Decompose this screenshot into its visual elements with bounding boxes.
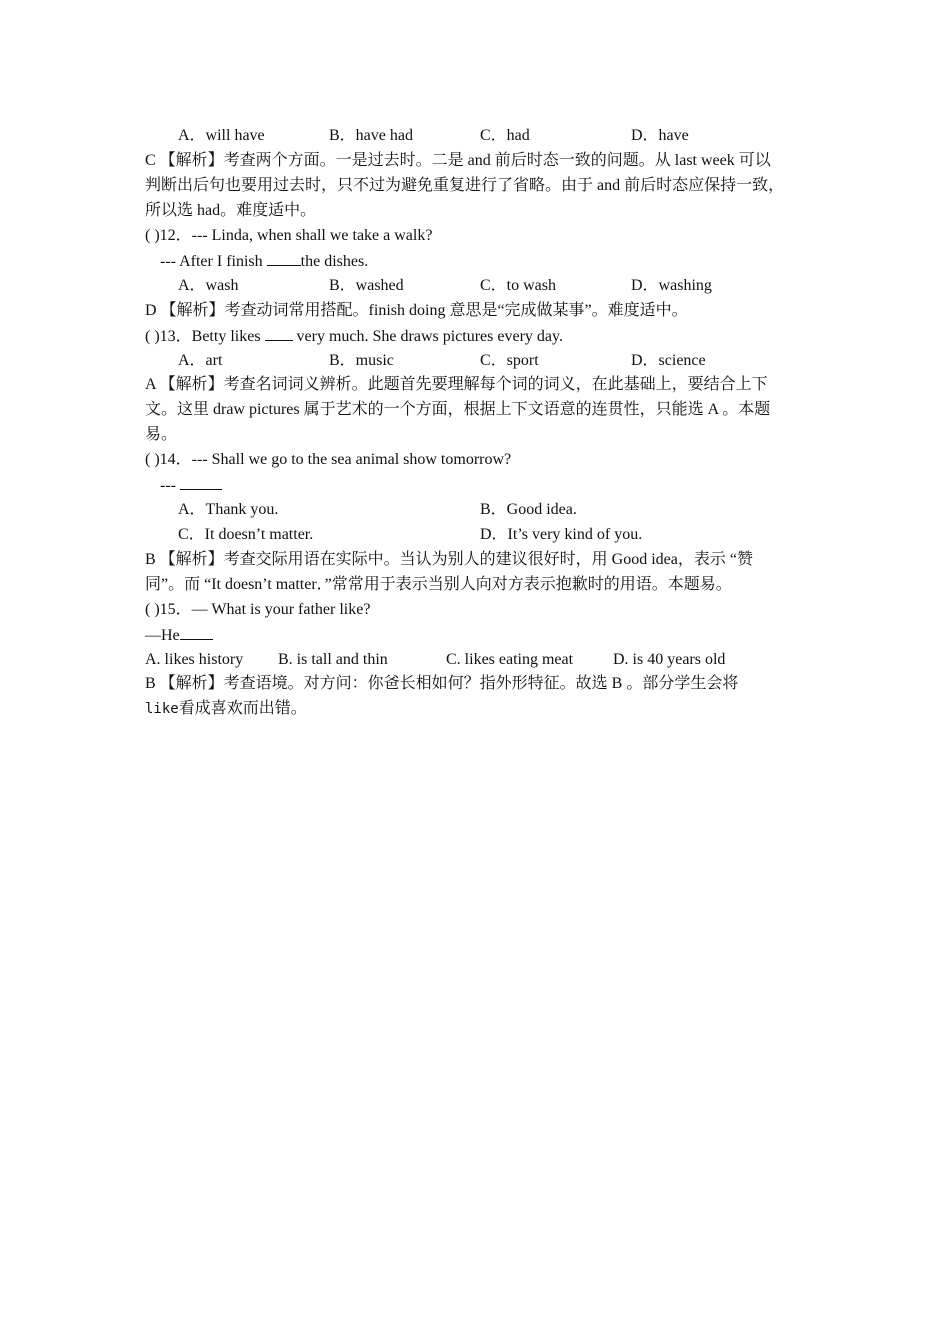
answer-blank bbox=[267, 251, 301, 266]
option-d: D．It’s very kind of you. bbox=[480, 526, 643, 543]
q15-explanation-line-2 bbox=[145, 699, 307, 719]
q12-stem: ( )12．--- Linda, when shall we take a walk? bbox=[145, 227, 433, 244]
q11-explanation-line-1: C 【解析】考查两个方面。一是过去时。二是 and 前后时态一致的问题。从 last week 可以 bbox=[145, 152, 771, 169]
q12-reply-prefix: --- After I finish bbox=[160, 253, 267, 270]
option-d: D．washing bbox=[631, 277, 712, 294]
option-d: D．science bbox=[631, 352, 706, 369]
q11-explanation-line-2: 判断出后句也要用过去时，只不过为避免重复进行了省略。由于 and 前后时态应保持一致， bbox=[145, 177, 785, 194]
q12-reply-suffix: the dishes. bbox=[300, 253, 369, 270]
q15-stem: ( )15．— What is your father like? bbox=[145, 601, 371, 618]
option-c: C．had bbox=[480, 127, 530, 144]
q13-stem bbox=[145, 326, 563, 347]
option-d: D. is 40 years old bbox=[613, 651, 726, 668]
option-c: C．It doesn’t matter. bbox=[178, 526, 314, 543]
option-c: C．to wash bbox=[480, 277, 557, 294]
q14-reply bbox=[160, 475, 222, 496]
q15-reply bbox=[145, 625, 213, 646]
q13-explanation-line-2: 文。这里 draw pictures 属于艺术的一个方面，根据上下文语意的连贯性，只能选 A 。本题 bbox=[145, 401, 771, 418]
q13-explanation-line-3: 易。 bbox=[145, 426, 178, 443]
option-b: B．washed bbox=[329, 277, 404, 294]
q13-stem-prefix: ( )13．Betty likes bbox=[145, 328, 265, 345]
q12-explanation: D 【解析】考查动词常用搭配。finish doing 意思是“完成做某事”。难度适中。 bbox=[145, 302, 688, 319]
option-a: A. likes history bbox=[145, 651, 244, 668]
q14-explanation-line-1: B 【解析】考查交际用语在实际中。当认为别人的建议很好时，用 Good idea，表示 “赞 bbox=[145, 551, 753, 568]
option-a: A．will have bbox=[178, 127, 265, 144]
answer-blank bbox=[180, 475, 222, 490]
option-b: B．music bbox=[329, 352, 394, 369]
q15-explanation-word: like bbox=[145, 701, 179, 717]
option-a: A．wash bbox=[178, 277, 239, 294]
q13-explanation-line-1: A 【解析】考查名词词义辨析。此题首先要理解每个词的词义，在此基础上，要结合上下 bbox=[145, 376, 768, 393]
q11-explanation-line-3: 所以选 had。难度适中。 bbox=[145, 202, 317, 219]
option-c: C. likes eating meat bbox=[446, 651, 574, 668]
q14-stem: ( )14．--- Shall we go to the sea animal show tomorrow? bbox=[145, 451, 512, 468]
q14-reply-prefix: --- bbox=[160, 477, 180, 494]
q12-reply bbox=[160, 251, 368, 272]
option-c: C．sport bbox=[480, 352, 539, 369]
option-a: A．Thank you. bbox=[178, 501, 279, 518]
option-b: B．have had bbox=[329, 127, 413, 144]
q15-reply-prefix: —He bbox=[145, 627, 180, 644]
option-b: B. is tall and thin bbox=[278, 651, 388, 668]
q13-stem-suffix: very much. She draws pictures every day. bbox=[292, 328, 563, 345]
option-a: A．art bbox=[178, 352, 223, 369]
answer-blank bbox=[180, 625, 213, 640]
option-d: D．have bbox=[631, 127, 689, 144]
option-b: B．Good idea. bbox=[480, 501, 577, 518]
answer-blank bbox=[265, 326, 293, 341]
q15-explanation-rest: 看成喜欢而出错。 bbox=[178, 700, 307, 717]
q15-explanation-line-1: B 【解析】考查语境。对方问：你爸长相如何？指外形特征。故选 B 。部分学生会将 bbox=[145, 675, 739, 692]
q14-explanation-line-2: 同”。而 “It doesn’t matter．”常常用于表示当别人向对方表示抱歉时的用语。本题易。 bbox=[145, 576, 732, 593]
